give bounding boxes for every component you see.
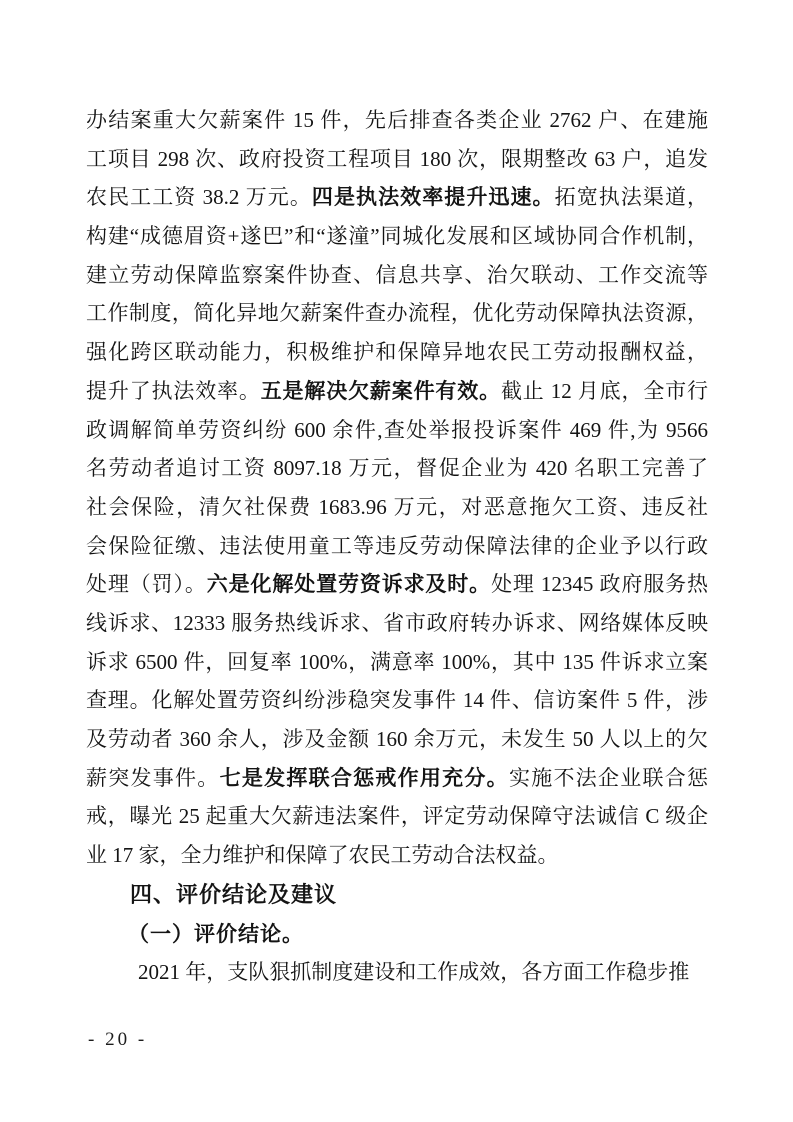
bold-emphasis: 五是解决欠薪案件有效。 xyxy=(260,378,501,403)
body-line xyxy=(86,720,708,759)
body-line xyxy=(86,449,708,488)
body-text: 处理（罚）。 xyxy=(86,572,207,597)
page-number: - 20 - xyxy=(88,1029,148,1050)
body-text: 实施不法企业联合惩 xyxy=(508,765,708,790)
body-line xyxy=(86,759,708,798)
body-line xyxy=(86,411,708,450)
body-text: 办结案重大欠薪案件 15 件，先后排查各类企业 2762 户、在建施 xyxy=(86,108,708,132)
bold-emphasis: 六是化解处置劳资诉求及时。 xyxy=(206,572,492,597)
body-text: 强化跨区联动能力，积极维护和保障异地农民工劳动报酬权益， xyxy=(86,340,708,365)
subsection-heading: （一）评价结论。 xyxy=(128,921,304,946)
body-text: 处理 12345 政府服务热 xyxy=(491,572,708,597)
body-text: 戒，曝光 25 起重大欠薪违法案件，评定劳动保障守法诚信 C 级企 xyxy=(86,804,708,829)
body-line xyxy=(86,527,708,566)
body-text: 政调解简单劳资纠纷 600 余件,查处举报投诉案件 469 件,为 9566 xyxy=(86,417,708,442)
body-text: 工项目 298 次、政府投资工程项目 180 次，限期整改 63 户，追发 xyxy=(86,146,708,171)
body-line xyxy=(86,217,708,256)
body-text: 线诉求、12333 服务热线诉求、省市政府转办诉求、网络媒体反映 xyxy=(86,610,708,635)
body-line xyxy=(86,101,708,140)
body-text: 工作制度，简化异地欠薪案件查办流程，优化劳动保障执法资源， xyxy=(86,301,708,326)
body-text: 提升了执法效率。 xyxy=(86,378,261,403)
body-line xyxy=(86,256,708,295)
body-line xyxy=(86,643,708,682)
body-text: 建立劳动保障监察案件协查、信息共享、治欠联动、工作交流等 xyxy=(86,262,708,287)
body-line xyxy=(86,565,708,604)
body-line xyxy=(86,178,708,217)
section-heading: 四、评价结论及建议 xyxy=(130,881,338,907)
bold-emphasis: 四是执法效率提升迅速。 xyxy=(311,185,555,210)
body-text: 拓宽执法渠道， xyxy=(554,185,708,210)
body-text: 截止 12 月底，全市行 xyxy=(500,378,708,403)
body-line xyxy=(86,681,708,720)
body-text: 及劳动者 360 余人，涉及金额 160 余万元，未发生 50 人以上的欠 xyxy=(86,727,708,751)
body-text: 业 17 家，全力维护和保障了农民工劳动合法权益。 xyxy=(86,843,559,868)
body-text: 农民工工资 38.2 万元。 xyxy=(86,185,312,210)
body-line xyxy=(86,294,708,333)
body-line xyxy=(86,797,708,836)
body-text: 名劳动者追讨工资 8097.18 万元，督促企业为 420 名职工完善了 xyxy=(86,456,708,481)
body-text: 薪突发事件。 xyxy=(86,765,220,790)
bold-emphasis: 七是发挥联合惩戒作用充分。 xyxy=(219,765,509,790)
body-line xyxy=(86,372,708,411)
text-column xyxy=(86,101,708,992)
body-line xyxy=(86,604,708,643)
paragraph-line: 2021 年，支队狠抓制度建设和工作成效，各方面工作稳步推 xyxy=(138,960,690,985)
body-text: 会保险征缴、违法使用童工等违反劳动保障法律的企业予以行政 xyxy=(86,533,708,558)
body-text: 诉求 6500 件，回复率 100%，满意率 100%，其中 135 件诉求立案 xyxy=(86,649,708,674)
body-text: 构建“成德眉资+遂巴”和“遂潼”同城化发展和区域协同合作机制， xyxy=(86,224,708,249)
body-line xyxy=(86,140,708,179)
body-text: 查理。化解处置劳资纠纷涉稳突发事件 14 件、信访案件 5 件，涉 xyxy=(86,688,708,713)
body-line xyxy=(86,488,708,527)
body-text: 社会保险，清欠社保费 1683.96 万元，对恶意拖欠工资、违反社 xyxy=(86,494,708,519)
body-line xyxy=(86,333,708,372)
body-line xyxy=(86,836,708,875)
